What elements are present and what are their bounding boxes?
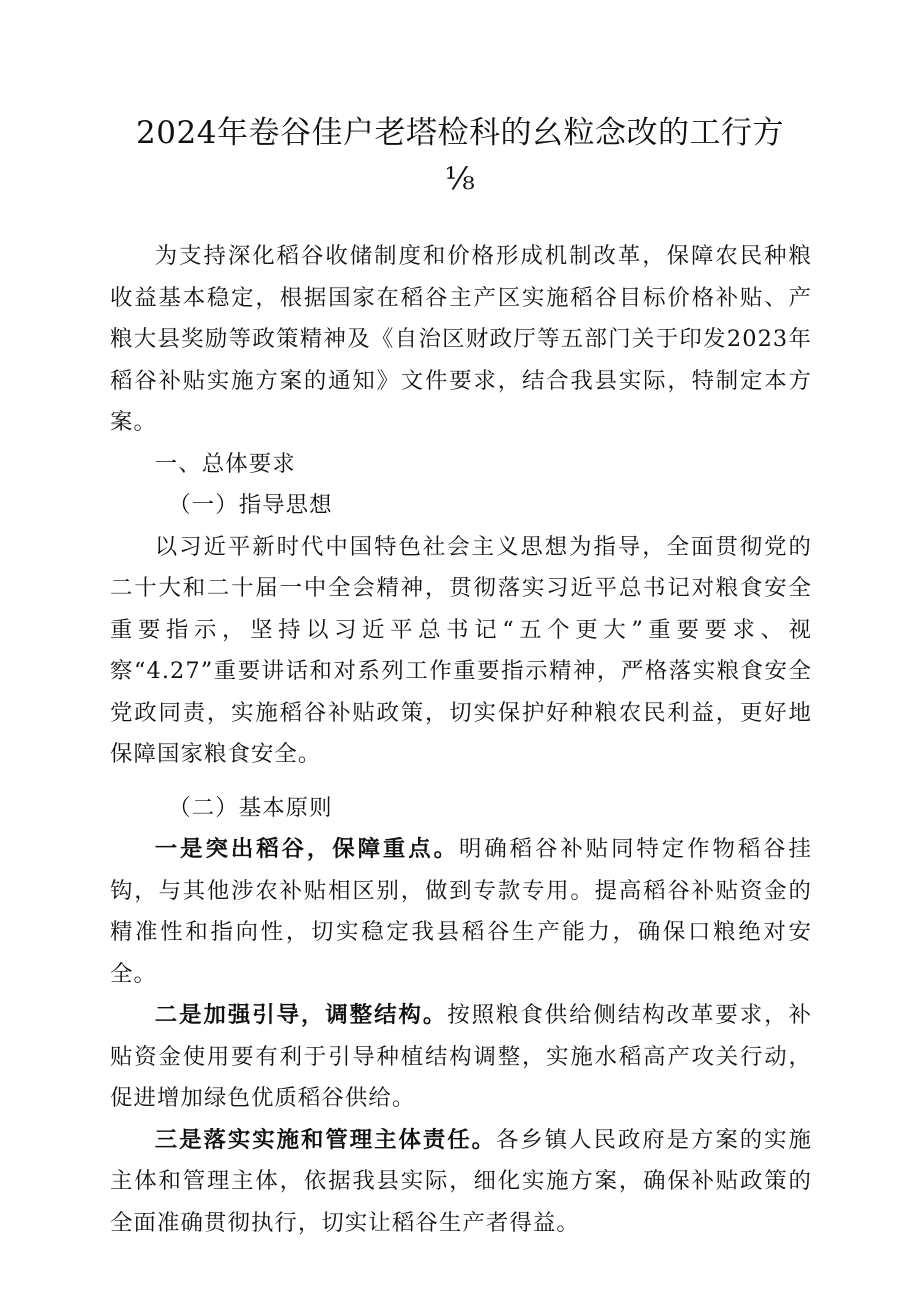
principle-lead-3: 三是落实实施和管理主体责任。 bbox=[154, 1126, 497, 1153]
document-title: 2024年卷谷佳户老塔检科的幺粒念改的工行方 bbox=[136, 115, 784, 151]
principle-paragraph-3 bbox=[110, 1120, 812, 1245]
intro-paragraph: 为支持深化稻谷收储制度和价格形成机制改革，保障农民种粮收益基本稳定，根据国家在稻谷主产区实施稻谷目标价格补贴、产粮大县奖励等政策精神及《自治区财政厅等五部门关于印发2023年稻谷补贴实施方案的通知》文件要求，结合我县实际，特制定本方案。 bbox=[110, 243, 812, 435]
principle-paragraph-1 bbox=[110, 829, 812, 995]
principle-text-1: 明确稻谷补贴同特定作物稻谷挂钩，与其他涉农补贴相区别，做到专款专用。提高稻谷补贴资金的精准性和指向性，切实稳定我县稻谷生产能力，确保口粮绝对安全。 bbox=[110, 836, 813, 987]
section-heading-overall-requirements: 一、总体要求 bbox=[154, 450, 296, 477]
principle-text-3: 各乡镇人民政府是方案的实施主体和管理主体，依据我县实际，细化实施方案，确保补贴政策的全面准确贯彻执行，切实让稻谷生产者得益。 bbox=[110, 1126, 812, 1236]
principle-paragraph-2 bbox=[110, 995, 812, 1120]
principle-text-2: 按照粮食供给侧结构改革要求，补贴资金使用要有利于引导种植结构调整，实施水稻高产攻关行动，促进增加绿色优质稻谷供给。 bbox=[110, 1002, 812, 1111]
document-title-continuation: ⅛ bbox=[444, 161, 476, 197]
guiding-ideology-paragraph: 以习近平新时代中国特色社会主义思想为指导，全面贯彻党的二十大和二十届一中全会精神，贯彻落实习近平总书记对粮食安全重要指示，坚持以习近平总书记“五个更大”重要要求、视察“4.27”重要讲话和对系列工作重要指示精神，严格落实粮食安全党政同责，实施稻谷补贴政策，切实保护好种粮农民利益，更好地保障国家粮食安全。 bbox=[110, 533, 812, 767]
document-body bbox=[110, 236, 812, 1244]
subsection-heading-basic-principles: （二）基本原则 bbox=[168, 794, 333, 821]
principle-lead-1: 一是突出稻谷，保障重点。 bbox=[154, 836, 459, 862]
subsection-heading-guiding-ideology: （一）指导思想 bbox=[168, 492, 333, 518]
principle-lead-2: 二是加强引导，调整结构。 bbox=[154, 1002, 448, 1028]
paragraph-gap bbox=[110, 776, 812, 788]
